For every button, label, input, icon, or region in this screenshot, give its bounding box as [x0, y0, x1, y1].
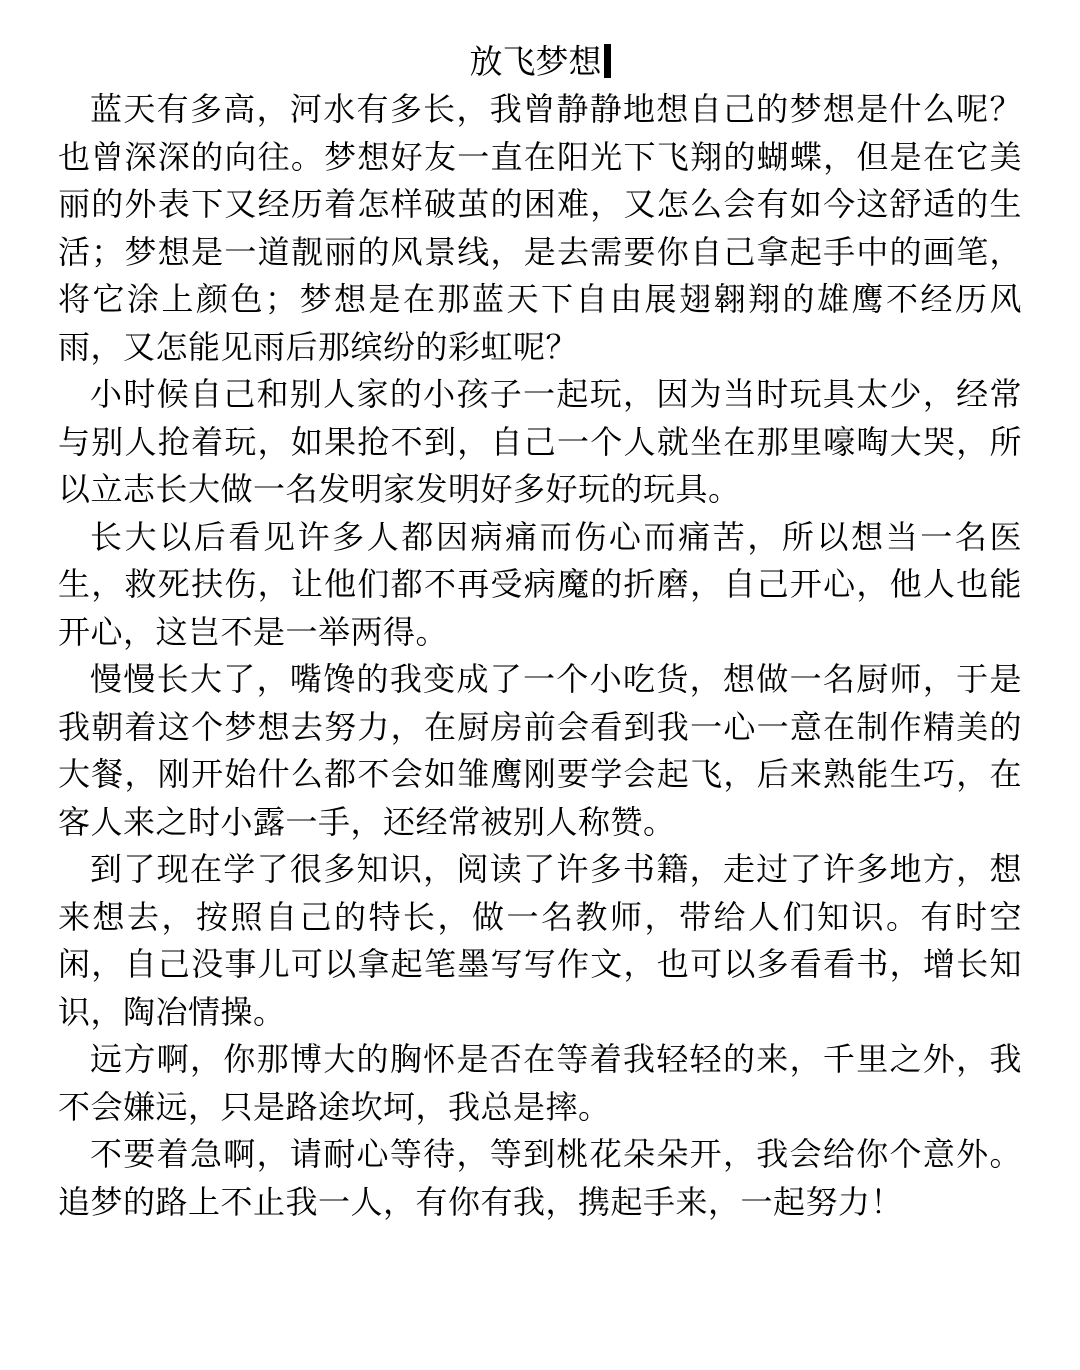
essay-paragraph-7[interactable]: 不要着急啊，请耐心等待，等到桃花朵朵开，我会给你个意外。追梦的路上不止我一人，有你有我，携起手来，一起努力！ [58, 1136, 1022, 1220]
text-cursor-caret [604, 44, 611, 78]
essay-paragraph-3[interactable]: 长大以后看见许多人都因病痛而伤心而痛苦，所以想当一名医生，救死扶伤，让他们都不再受病魔的折磨，自己开心，他人也能开心，这岂不是一举两得。 [58, 518, 1022, 650]
essay-paragraph-6[interactable]: 远方啊，你那博大的胸怀是否在等着我轻轻的来，千里之外，我不会嫌远，只是路途坎坷，我总是摔。 [58, 1041, 1022, 1125]
essay-paragraph-1[interactable]: 蓝天有多高，河水有多长，我曾静静地想自己的梦想是什么呢？也曾深深的向往。梦想好友一直在阳光下飞翔的蝴蝶，但是在它美丽的外表下又经历着怎样破茧的困难，又怎么会有如今这舒适的生活；梦想是一道靓丽的风景线，是去需要你自己拿起手中的画笔，将它涂上颜色；梦想是在那蓝天下自由展翅翱翔的雄鹰不经历风雨，又怎能见雨后那缤纷的彩虹呢？ [58, 91, 1022, 365]
document-title: 放飞梦想 [469, 43, 602, 80]
essay-paragraph-5[interactable]: 到了现在学了很多知识，阅读了许多书籍，走过了许多地方，想来想去，按照自己的特长，做一名教师，带给人们知识。有时空闲，自己没事儿可以拿起笔墨写写作文，也可以多看看书，增长知识，陶冶情操。 [58, 851, 1022, 1030]
essay-paragraph-4[interactable]: 慢慢长大了，嘴馋的我变成了一个小吃货，想做一名厨师，于是我朝着这个梦想去努力，在厨房前会看到我一心一意在制作精美的大餐，刚开始什么都不会如雏鹰刚要学会起飞，后来熟能生巧，在客人来之时小露一手，还经常被别人称赞。 [58, 661, 1022, 840]
essay-paragraph-2[interactable]: 小时候自己和别人家的小孩子一起玩，因为当时玩具太少，经常与别人抢着玩，如果抢不到，自己一个人就坐在那里嚎啕大哭，所以立志长大做一名发明家发明好多好玩的玩具。 [58, 376, 1022, 507]
document-title-line[interactable] [58, 38, 1022, 86]
